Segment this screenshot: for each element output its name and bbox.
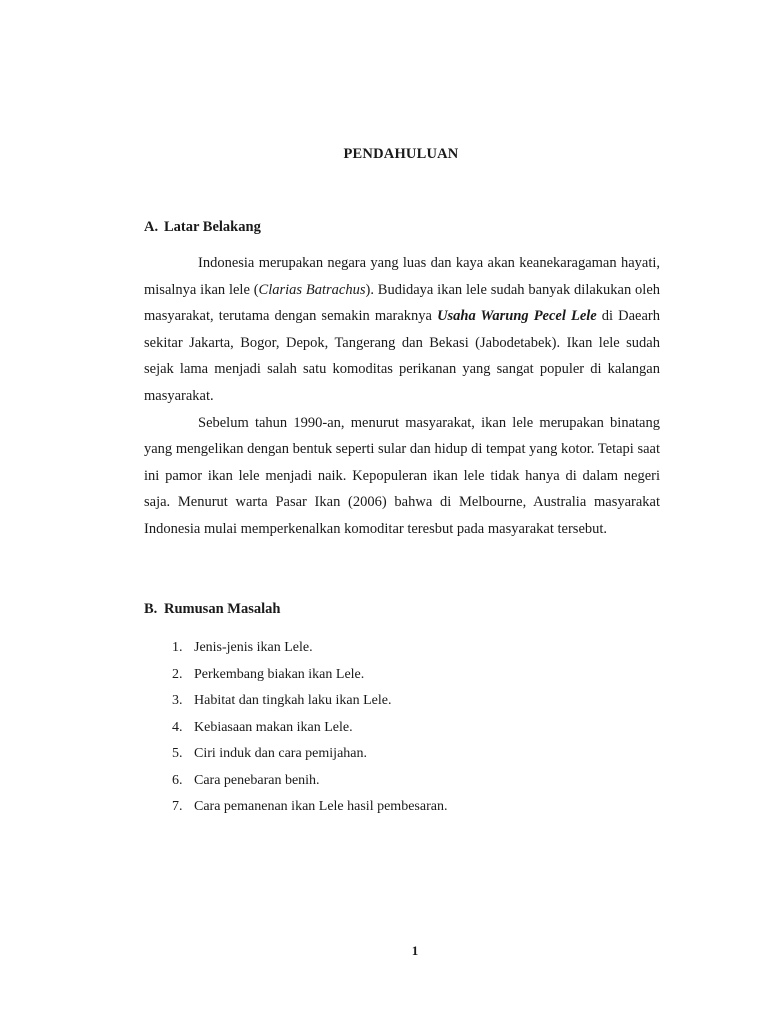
list-number: 1.: [172, 640, 183, 655]
list-item: [172, 768, 447, 795]
list-number: 6.: [172, 772, 183, 788]
section-letter: A.: [144, 219, 159, 235]
list-number: 5.: [172, 746, 183, 761]
section-title: Rumusan Masalah: [164, 601, 281, 617]
list-item-text: Jenis-jenis ikan Lele.: [194, 640, 313, 655]
list-item-text: Cara pemanenan ikan Lele hasil pembesaran.: [194, 799, 448, 814]
paragraph-1: [144, 250, 660, 410]
list-item-text: Cara penebaran benih.: [194, 772, 320, 788]
list-item: [172, 688, 447, 715]
list-item-text: Habitat dan tingkah laku ikan Lele.: [194, 693, 392, 708]
page-number: 1: [411, 943, 419, 958]
list-item-text: Perkembang biakan ikan Lele.: [194, 666, 365, 682]
list-item: [172, 794, 447, 821]
list-item: [172, 741, 447, 768]
paragraph-1-text-3: di Daearh sekitar Jakarta, Bogor, Depok, Tangerang dan Bekasi (Jabodetabek). Ikan lele sudah sejak lama menjadi salah satu komoditas perikanan yang sangat populer di kalangan masyarakat.: [144, 308, 660, 404]
scientific-name: Clarias Batrachus: [258, 281, 366, 298]
section-heading-rumusan-masalah: [144, 601, 280, 618]
section-letter: B.: [144, 601, 158, 617]
paragraph-1-text-1: Indonesia merupakan negara yang luas dan kaya akan keanekaragaman hayati, misalnya ikan lele (: [144, 255, 660, 298]
list-item-text: Kebiasaan makan ikan Lele.: [194, 719, 353, 735]
section-heading-latar-belakang: [144, 219, 261, 236]
list-item: [172, 715, 447, 742]
section-title: Latar Belakang: [164, 219, 261, 235]
rumusan-masalah-list: [172, 635, 447, 821]
latar-belakang-body: [144, 250, 660, 543]
list-item: [172, 662, 447, 689]
page-title: PENDAHULUAN: [343, 146, 459, 162]
list-number: 7.: [172, 799, 183, 814]
paragraph-1-text-2: ). Budidaya ikan lele sudah banyak dilakukan oleh masyarakat, terutama dengan semakin maraknya: [144, 281, 661, 325]
list-number: 2.: [172, 666, 183, 682]
list-item-text: Ciri induk dan cara pemijahan.: [194, 746, 367, 761]
list-item: [172, 635, 447, 662]
list-number: 4.: [172, 719, 183, 735]
paragraph-2: Sebelum tahun 1990-an, menurut masyarakat, ikan lele merupakan binatang yang mengelikan dengan bentuk seperti sular dan hidup di tempat yang kotor. Tetapi saat ini pamor ikan lele menjadi naik. Kepopuleran ikan lele tidak hanya di dalam negeri saja. Menurut warta Pasar Ikan (2006) bahwa di Melbourne, Australia masyarakat Indonesia mulai memperkenalkan komoditar teresbut pada masyarakat tersebut.: [144, 414, 660, 537]
business-name: Usaha Warung Pecel Lele: [437, 308, 597, 325]
list-number: 3.: [172, 693, 183, 708]
